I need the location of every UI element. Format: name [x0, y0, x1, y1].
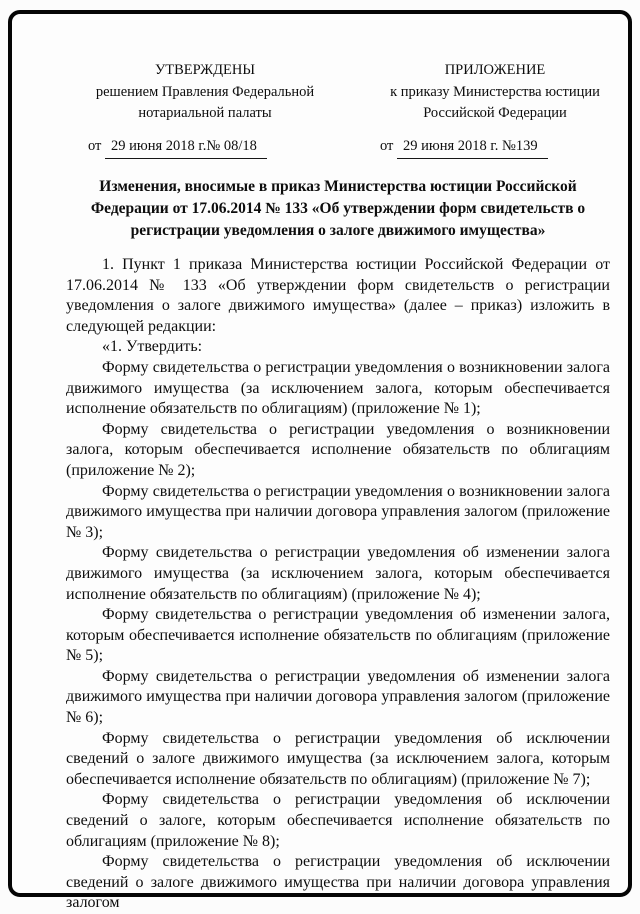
annex-line: ПРИЛОЖЕНИЕ — [444, 62, 546, 78]
body-paragraph: «1. Утвердить: — [102, 338, 203, 356]
approval-line: УТВЕРЖДЕНЫ — [154, 62, 256, 78]
approval-line: нотариальной палаты — [138, 105, 272, 121]
body-paragraph: Форму свидетельства о регистрации уведомления о возникновении залога, которым обеспечивается исполнение обязательств по облигациям (приложение № 2); — [66, 420, 610, 479]
body-paragraph: Форму свидетельства о регистрации уведомления об исключении сведений о залоге движимого имущества (за исключением залога, которым обеспечивается исполнение обязательств по облигациям) (приложение № 7); — [66, 729, 610, 788]
body-paragraph: Форму свидетельства о регистрации уведомления об изменении залога, которым обеспечивается исполнение обязательств по облигациям (приложение № 5); — [66, 606, 610, 665]
page-border-frame — [8, 10, 632, 912]
date-prefix: от — [380, 137, 394, 154]
document-body — [66, 255, 610, 914]
annex-block — [380, 60, 610, 159]
body-paragraph: Форму свидетельства о регистрации уведомления об изменении залога движимого имущества при наличии договора управления залогом (приложение № 6); — [66, 667, 610, 727]
body-paragraph: Форму свидетельства о регистрации уведомления об изменении залога движимого имущества (за исключением залога, которым обеспечивается исполнение обязательств по облигациям) (приложение № 4); — [66, 544, 610, 603]
annex-date-line — [380, 136, 610, 160]
document-header — [66, 60, 610, 159]
body-paragraph: Форму свидетельства о регистрации уведомления об исключении сведений о залоге, которым обеспечивается исполнение обязательств по облигациям (приложение № 8); — [66, 791, 610, 850]
annex-line: Российской Федерации — [423, 105, 567, 121]
body-paragraph: Форму свидетельства о регистрации уведомления об исключении сведений о залоге движимого имущества при наличии договора управления залогом — [66, 853, 610, 912]
approval-date-line — [88, 136, 322, 160]
body-paragraph: 1. Пункт 1 приказа Министерства юстиции Российской Федерации от 17.06.2014 № 133 «Об утверждении форм свидетельств о регистрации уведомления о залоге движимого имущества» (далее – приказ) изложить в следующей редакции: — [66, 256, 610, 335]
body-paragraph: Форму свидетельства о регистрации уведомления о возникновении залога движимого имущества при наличии договора управления залогом (приложение № 3); — [66, 482, 610, 541]
approval-line: решением Правления Федеральной — [95, 83, 315, 100]
body-paragraph: Форму свидетельства о регистрации уведомления о возникновении залога движимого имущества (за исключением залога, которым обеспечивается исполнение обязательств по облигациям) (приложение № 1); — [66, 358, 610, 418]
approval-block — [88, 60, 322, 159]
annex-line: к приказу Министерства юстиции — [390, 83, 600, 100]
annex-date: 29 июня 2018 г. №139 — [397, 136, 548, 160]
document-title: Изменения, вносимые в приказ Министерства юстиции Российской Федерации от 17.06.2014 № 133 «Об утверждении форм свидетельств о регистрации уведомления о залоге движимого имущества» — [90, 178, 586, 239]
date-prefix: от — [88, 137, 102, 154]
approval-date: 29 июня 2018 г.№ 08/18 — [105, 136, 267, 160]
